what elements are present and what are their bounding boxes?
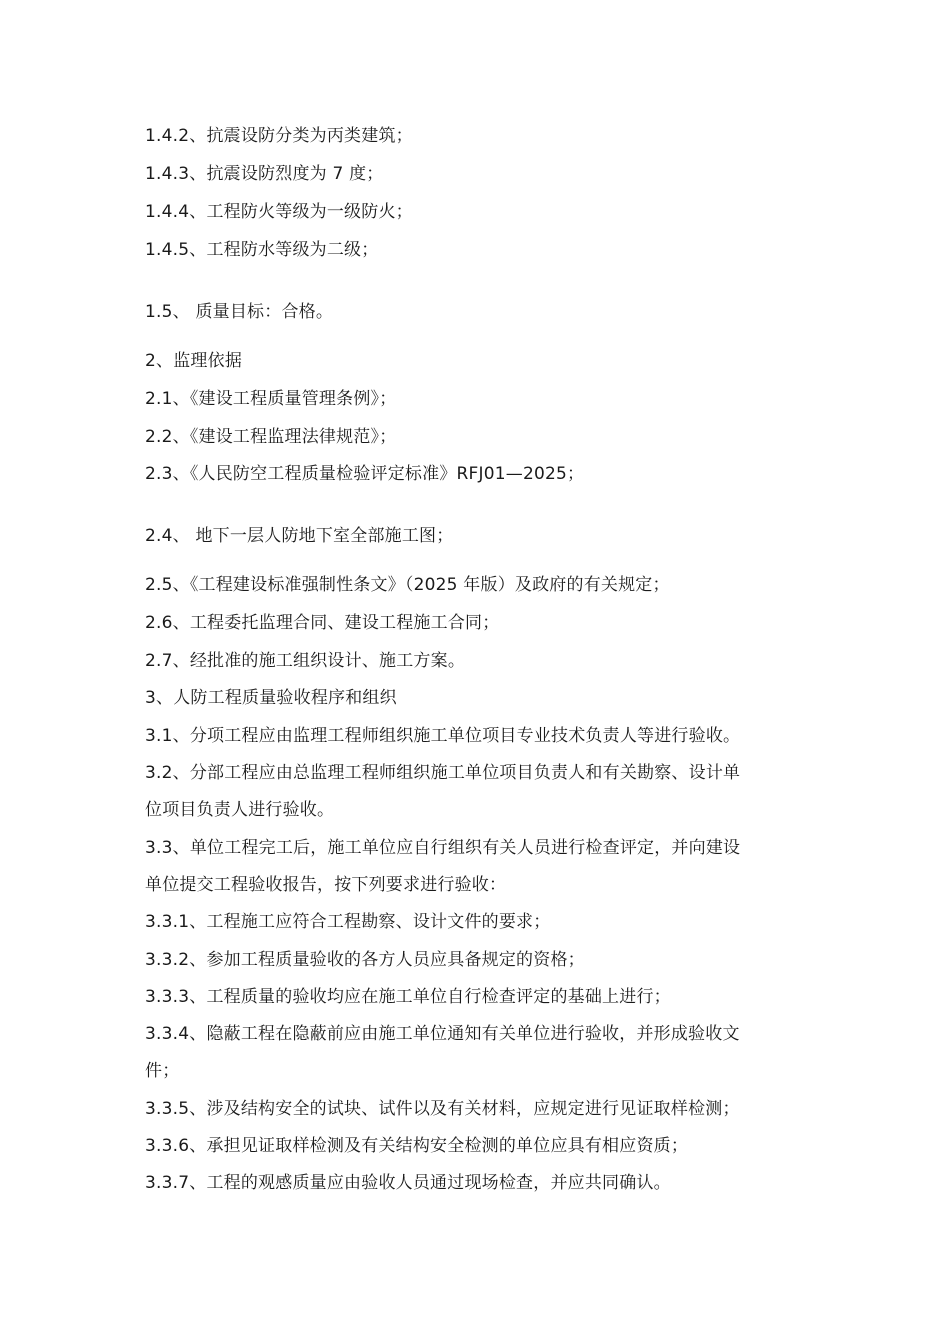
text-line: 1.4.3、抗震设防烈度为 7 度； xyxy=(145,164,384,184)
text-line: 3.3、单位工程完工后，施工单位应自行组织有关人员进行检查评定，并向建设 xyxy=(145,838,741,858)
text-line: 3.1、分项工程应由监理工程师组织施工单位项目专业技术负责人等进行验收。 xyxy=(145,726,741,746)
text-line: 2.2、《建设工程监理法律规范》； xyxy=(145,427,397,447)
text-line: 2.1、《建设工程质量管理条例》； xyxy=(145,389,397,409)
text-line: 3.3.4、隐蔽工程在隐蔽前应由施工单位通知有关单位进行验收，并形成验收文 xyxy=(145,1024,740,1044)
text-line: 1.4.5、工程防水等级为二级； xyxy=(145,240,379,260)
section-line: 1.5、 质量目标：合格。 xyxy=(145,302,334,322)
text-line: 2.4、 地下一层人防地下室全部施工图； xyxy=(145,526,454,546)
text-line: 1.4.4、工程防火等级为一级防火； xyxy=(145,202,413,222)
text-line: 3.3.6、承担见证取样检测及有关结构安全检测的单位应具有相应资质； xyxy=(145,1136,689,1156)
text-line: 位项目负责人进行验收。 xyxy=(145,800,335,820)
text-line: 2.6、工程委托监理合同、建设工程施工合同； xyxy=(145,613,500,633)
section-heading: 2、监理依据 xyxy=(145,351,243,371)
text-line: 3.3.2、参加工程质量验收的各方人员应具备规定的资格； xyxy=(145,950,585,970)
text-line: 2.5、《工程建设标准强制性条文》（2025 年版）及政府的有关规定； xyxy=(145,575,670,595)
text-line: 3.3.7、工程的观感质量应由验收人员通过现场检查，并应共同确认。 xyxy=(145,1173,671,1193)
text-line: 2.7、经批准的施工组织设计、施工方案。 xyxy=(145,651,466,671)
text-line: 单位提交工程验收报告，按下列要求进行验收： xyxy=(145,875,507,895)
text-line: 3.3.3、工程质量的验收均应在施工单位自行检查评定的基础上进行； xyxy=(145,987,671,1007)
text-line: 3.2、分部工程应由总监理工程师组织施工单位项目负责人和有关勘察、设计单 xyxy=(145,763,741,783)
text-line: 1.4.2、抗震设防分类为丙类建筑； xyxy=(145,126,413,146)
section-heading: 3、人防工程质量验收程序和组织 xyxy=(145,688,397,708)
text-line: 件； xyxy=(145,1061,180,1081)
text-line: 3.3.1、工程施工应符合工程勘察、设计文件的要求； xyxy=(145,912,551,932)
text-line: 3.3.5、涉及结构安全的试块、试件以及有关材料，应规定进行见证取样检测； xyxy=(145,1099,740,1119)
text-line: 2.3、《人民防空工程质量检验评定标准》RFJ01—2025； xyxy=(145,464,585,484)
